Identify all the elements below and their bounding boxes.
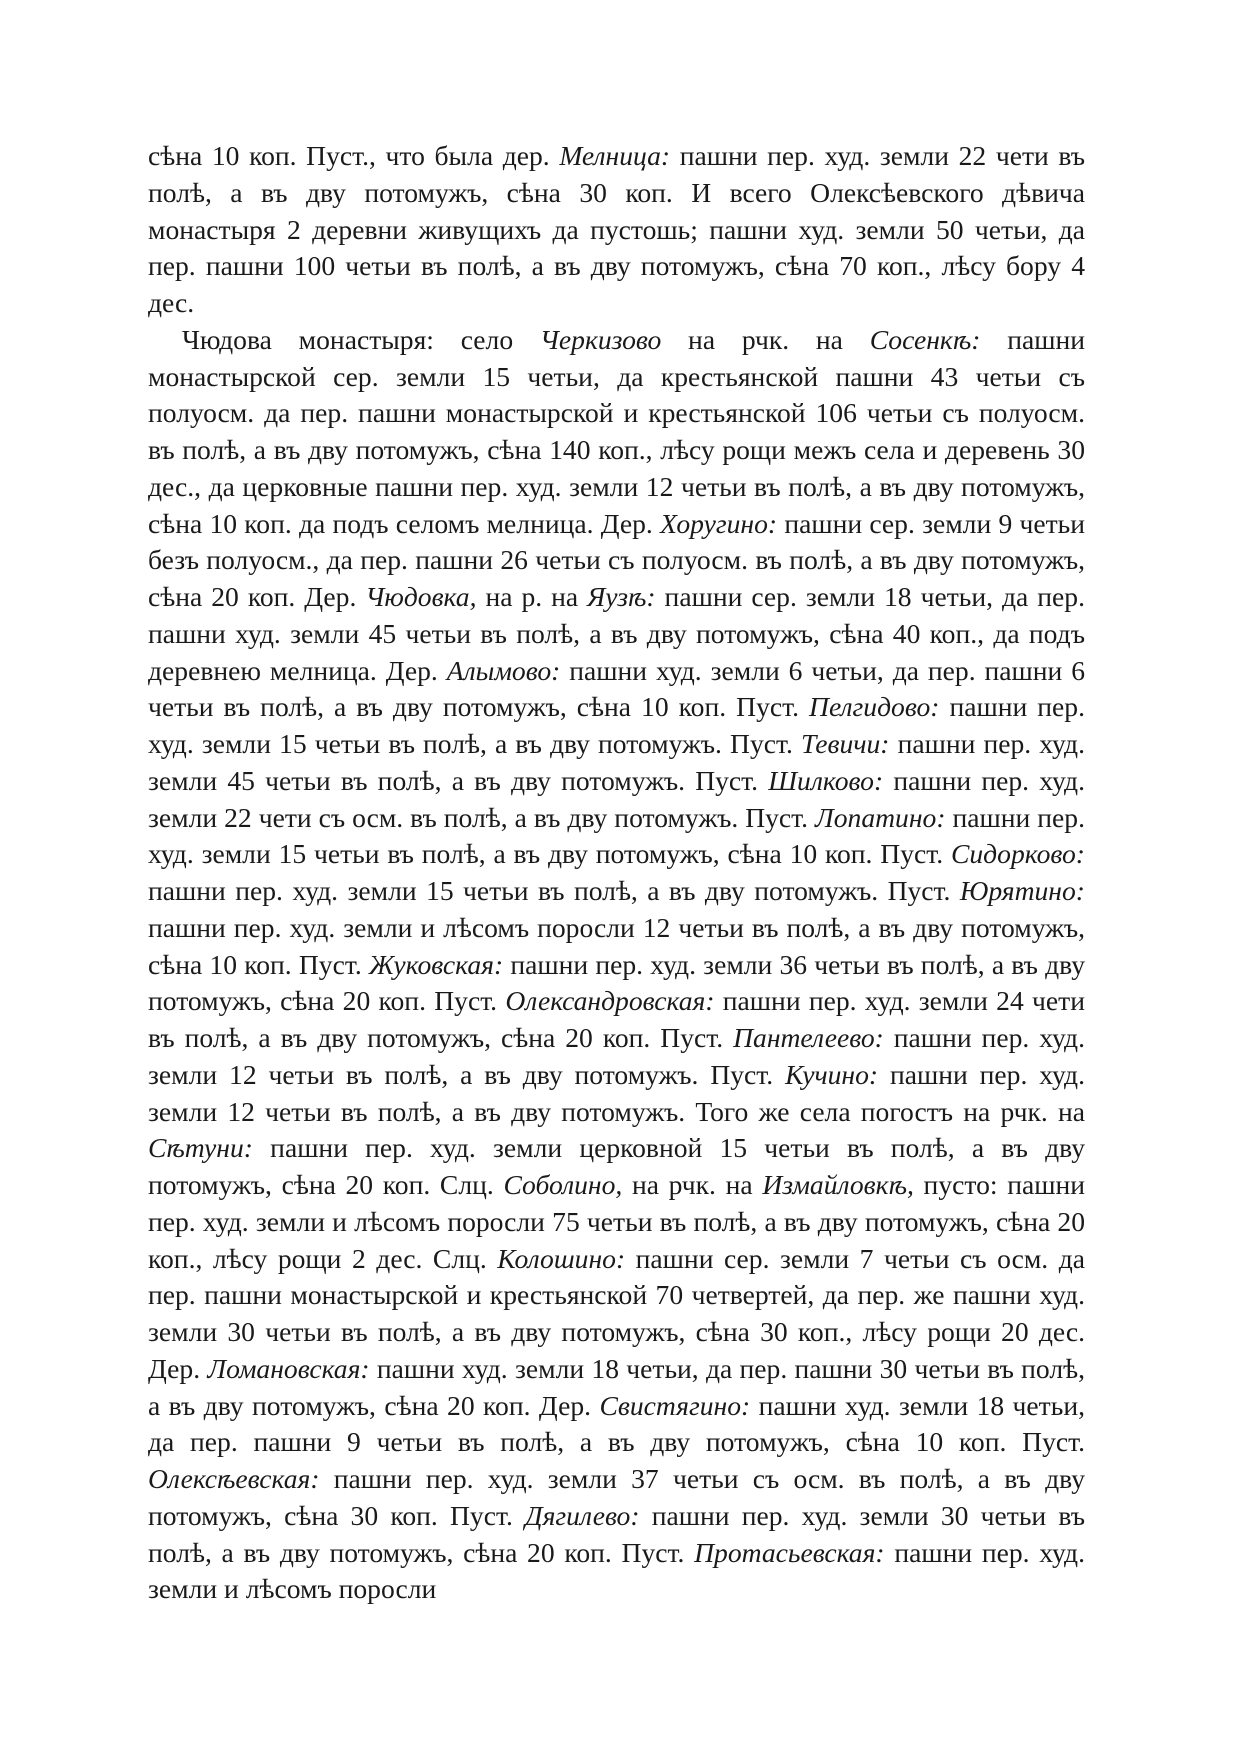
text-segment: пашни пер. худ. земли 22 чети съ осм. въ полѣ, а въ дву потомужъ. Пуст. — [148, 764, 1085, 833]
place-name: Соболино, — [503, 1169, 623, 1200]
place-name: Чюдовка, — [365, 581, 477, 612]
place-name: Свистягино: — [599, 1389, 751, 1421]
text-segment: пашни сер. земли 18 четьи, да пер. пашни худ. земли 45 четьи въ полѣ, а въ дву потомужъ, сѣна 40 коп., да подъ деревнею мелница. Дер. — [148, 581, 1085, 686]
text-segment: пашни пер. худ. земли церковной 15 четьи въ полѣ, а въ дву потомужъ, сѣна 20 коп. Слц. — [148, 1132, 1085, 1200]
place-name: Шилково: — [768, 764, 884, 796]
text-segment: пашни пер. худ. земли 12 четьи въ полѣ, а въ дву потомужъ. Пуст. — [148, 1022, 1085, 1090]
place-name: Тевичи: — [800, 728, 890, 759]
text-segment: пашни пер. худ. земли 37 четьи съ осм. въ полѣ, а въ дву потомужъ, сѣна 30 коп. Пуст. — [148, 1463, 1085, 1531]
place-name: Сосенкѣ: — [869, 323, 981, 355]
place-name: Мелница: — [559, 140, 671, 171]
text-segment: пашни пер. худ. земли 22 чети въ полѣ, а въ дву потомужъ, сѣна 30 коп. И всего Олексѣевского дѣвича монастыря 2 деревни живущихъ да пустошь; пашни худ. земли 50 четьи, да пер. пашни 100 четьи въ полѣ, а въ дву потомужъ, сѣна 70 коп., лѣсу бору 4 дес. — [148, 140, 1085, 318]
text-segment: пашни монастырской сер. земли 15 четьи, да крестьянской пашни 43 четьи съ полуосм. да пер. пашни монастырской и крестьянской 106 четьи съ полуосм. въ полѣ, а въ дву потомужъ, сѣна 140 коп., лѣсу рощи межъ села и деревень 30 дес., да церковные пашни пер. худ. земли 12 четьи въ полѣ, а въ дву потомужъ, сѣна 10 коп. да подъ селомъ мелница. Дер. — [148, 323, 1086, 539]
text-segment: сѣна 10 коп. Пуст., что была дер. — [148, 140, 560, 171]
text-segment: пашни сер. земли 9 четьи безъ полуосм., да пер. пашни 26 четьи съ полуосм. въ полѣ, а въ дву потомужъ, сѣна 20 коп. Дер. — [148, 507, 1085, 612]
place-name: Жуковская: — [368, 948, 504, 980]
text-segment: пашни пер. худ. земли 15 четьи въ полѣ, а въ дву потомужъ. Пуст. — [148, 875, 960, 906]
text-segment: пашни худ. земли 6 четьи, да пер. пашни 6 четьи въ полѣ, а въ дву потомужъ, сѣна 10 коп. Пуст. — [148, 654, 1086, 723]
text-segment: пашни пер. худ. земли 15 четьи въ полѣ, а въ дву потомужъ. Пуст. — [148, 691, 1085, 759]
text-segment: пашни худ. земли 18 четьи, да пер. пашни 30 четьи въ полѣ, а въ дву потомужъ, сѣна 20 коп. Дер. — [148, 1352, 1085, 1421]
place-name: Алымово: — [446, 654, 561, 686]
place-name: Черкизово — [539, 323, 662, 355]
text-segment: пашни пер. худ. земли и лѣсомъ поросли — [148, 1536, 1085, 1605]
text-segment: пашни пер. худ. земли 30 четьи въ полѣ, а въ дву потомужъ, сѣна 20 коп. Пуст. — [148, 1499, 1085, 1568]
place-name: Лопатино: — [815, 801, 946, 833]
text-segment: на р. на — [476, 581, 588, 612]
text-segment: пусто: пашни пер. худ. земли и лѣсомъ поросли 75 четьи въ полѣ, а въ дву потомужъ, сѣна 20 коп., лѣсу рощи 2 дес. Слц. — [148, 1169, 1085, 1274]
text-segment: пашни пер. худ. земли 36 четьи въ полѣ, а въ дву потомужъ, сѣна 20 коп. Пуст. — [148, 948, 1085, 1017]
text-segment: пашни пер. худ. земли и лѣсомъ поросли 12 четьи въ полѣ, а въ дву потомужъ, сѣна 10 коп. Пуст. — [148, 911, 1085, 980]
text-segment: пашни пер. худ. земли 15 четьи въ полѣ, а въ дву потомужъ, сѣна 10 коп. Пуст. — [148, 801, 1085, 870]
place-name: Сѣтуни: — [148, 1132, 253, 1164]
text-segment: пашни пер. худ. земли 24 чети въ полѣ, а въ дву потомужъ, сѣна 20 коп. Пуст. — [148, 985, 1085, 1053]
place-name: Ломановская: — [207, 1352, 370, 1384]
place-name: Колошино: — [497, 1242, 626, 1274]
place-name: Юрятино: — [959, 875, 1085, 906]
text-segment: на рчк. на — [661, 323, 870, 355]
text-segment: пашни пер. худ. земли 45 четьи въ полѣ, а въ дву потомужъ. Пуст. — [148, 728, 1085, 796]
paragraph-monastery-olekseevsky-end — [148, 138, 1085, 322]
place-name: Олександровская: — [505, 985, 715, 1017]
place-name: Хоругино: — [660, 507, 778, 539]
place-name: Кучино: — [785, 1058, 879, 1090]
place-name: Олексѣевская: — [148, 1463, 320, 1494]
place-name: Измайловкѣ, — [762, 1169, 914, 1200]
text-segment: пашни худ. земли 18 четьи, да пер. пашни 9 четьи въ полѣ, а въ дву потомужъ, сѣна 10 коп. Пуст. — [148, 1389, 1085, 1458]
place-name: Яузѣ: — [587, 581, 656, 612]
text-segment: на рчк. на — [622, 1169, 763, 1200]
place-name: Пелгидово: — [809, 691, 940, 723]
text-segment: пашни сер. земли 7 четьи съ осм. да пер. пашни монастырской и крестьянской 70 четвертей, да пер. же пашни худ. земли 30 четьи въ полѣ, а въ дву потомужъ, сѣна 30 коп., лѣсу рощи 20 дес. Дер. — [148, 1242, 1085, 1384]
place-name: Дягилево: — [525, 1499, 640, 1531]
paragraph-chudov-monastery — [148, 322, 1085, 1608]
text-segment: Чюдова монастыря: село — [182, 323, 540, 355]
place-name: Протасьевская: — [694, 1536, 885, 1568]
text-segment: пашни пер. худ. земли 12 четьи въ полѣ, а въ дву потомужъ. Того же села погостъ на рчк. на — [148, 1058, 1085, 1127]
page-body — [148, 138, 1085, 1608]
place-name: Сидорково: — [950, 838, 1085, 870]
place-name: Пантелеево: — [733, 1022, 884, 1053]
